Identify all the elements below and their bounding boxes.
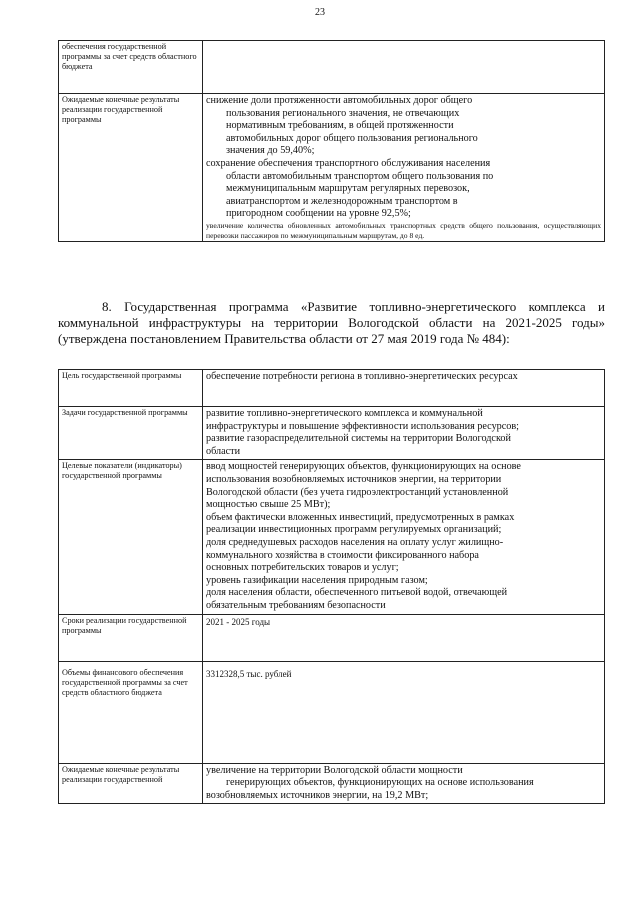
section-heading: 8. Государственная программа «Развитие топливно-энергетического комплекса и коммунальной инфраструктуры на территории Вологодской области на 2021-2025 годы» (утверждена постановлением Правительства области от 27 мая 2019 года № 484): xyxy=(58,299,605,346)
value-line: пользования регионального значения, не отвечающих xyxy=(226,107,460,119)
table-row xyxy=(59,460,605,614)
row-value xyxy=(203,614,605,661)
value-line: области автомобильным транспортом общего пользования по xyxy=(226,170,494,182)
table-row xyxy=(59,763,605,804)
value-line: межмуниципальным маршрутам регулярных перевозок, xyxy=(226,183,470,195)
value-line: возобновляемых источников энергии, на 19,2 МВт; xyxy=(206,789,429,801)
program-passport-table xyxy=(58,369,605,804)
value-line: генерирующих объектов, функционирующих на основе использования xyxy=(226,777,534,789)
top-continuation-table xyxy=(58,40,605,242)
row-label: Ожидаемые конечные результаты реализации государственной xyxy=(59,763,203,804)
value-line: доля населения области, обеспеченного питьевой водой, отвечающей xyxy=(206,587,508,599)
value-line: развитие газораспределительной системы на территории Вологодской xyxy=(206,433,511,445)
value-line: увеличение на территории Вологодской области мощности xyxy=(206,764,463,776)
value-line: автомобильных дорог общего пользования регионального xyxy=(226,132,478,144)
value-line: обязательным требованиям безопасности xyxy=(206,599,386,611)
value-line: уровень газификации населения природным газом; xyxy=(206,574,428,586)
value-line: области xyxy=(206,445,241,457)
value-line: значения до 59,40%; xyxy=(226,145,315,157)
table-row xyxy=(59,370,605,407)
table-row xyxy=(59,41,605,94)
value-line: ввод мощностей генерирующих объектов, функционирующих на основе xyxy=(206,461,521,473)
row-value xyxy=(203,460,605,614)
value-line: развитие топливно-энергетического комплекса и коммунальной xyxy=(206,408,483,419)
row-label: Задачи государственной программы xyxy=(59,407,203,460)
value-line: обеспечение потребности региона в топливно-энергетических ресурсах xyxy=(206,371,518,382)
value-line: 2021 - 2025 годы xyxy=(206,616,271,627)
value-line: объем фактически вложенных инвестиций, предусмотренных в рамках xyxy=(206,511,515,523)
row-value xyxy=(203,370,605,407)
value-line: реализации инвестиционных программ регулируемых организаций; xyxy=(206,524,502,536)
table-row xyxy=(59,614,605,661)
table-row xyxy=(59,94,605,242)
value-line: Вологодской области (без учета гидроэлектростанций установленной xyxy=(206,486,509,498)
row-value xyxy=(203,407,605,460)
value-line: коммунального хозяйства в стоимости фиксированного набора xyxy=(206,549,479,561)
row-label: Объемы финансового обеспечения государственной программы за счет средств областного бюджета xyxy=(59,661,203,763)
value-line: 3312328,5 тыс. рублей xyxy=(206,668,292,679)
value-small-text: увеличение количества обновленных автомобильных транспортных средств общего пользования, осуществляющих перевозки пассажиров по межмуниципальным маршрутам, до 8 ед. xyxy=(206,220,601,240)
value-line: инфраструктуры и повышение эффективности использования ресурсов; xyxy=(206,420,520,432)
row-label: Сроки реализации государственной программы xyxy=(59,614,203,661)
table-row xyxy=(59,407,605,460)
value-line: снижение доли протяженности автомобильных дорог общего xyxy=(206,95,473,106)
value-line: мощностью свыше 25 МВт); xyxy=(206,499,331,511)
value-line: нормативным требованиям, в общей протяженности xyxy=(226,120,454,132)
row-value xyxy=(203,94,605,242)
value-line: пригородном сообщении на уровне 92,5%; xyxy=(226,208,411,220)
value-line: использования возобновляемых источников энергии, на территории xyxy=(206,473,502,485)
table-row xyxy=(59,661,605,763)
row-label: обеспечения государственной программы за счет средств областного бюджета xyxy=(59,41,203,94)
row-value xyxy=(203,763,605,804)
value-line: авиатранспортом и железнодорожным транспортом в xyxy=(226,195,458,207)
row-label: Ожидаемые конечные результаты реализации государственной программы xyxy=(59,94,203,242)
row-label: Целевые показатели (индикаторы) государственной программы xyxy=(59,460,203,614)
value-line: основных потребительских товаров и услуг; xyxy=(206,562,399,574)
value-line: сохранение обеспечения транспортного обслуживания населения xyxy=(206,157,491,169)
row-label: Цель государственной программы xyxy=(59,370,203,407)
value-line: доля среднедушевых расходов населения на оплату услуг жилищно- xyxy=(206,536,504,548)
row-value xyxy=(203,41,605,94)
row-value xyxy=(203,661,605,763)
page-number: 23 xyxy=(315,7,325,18)
